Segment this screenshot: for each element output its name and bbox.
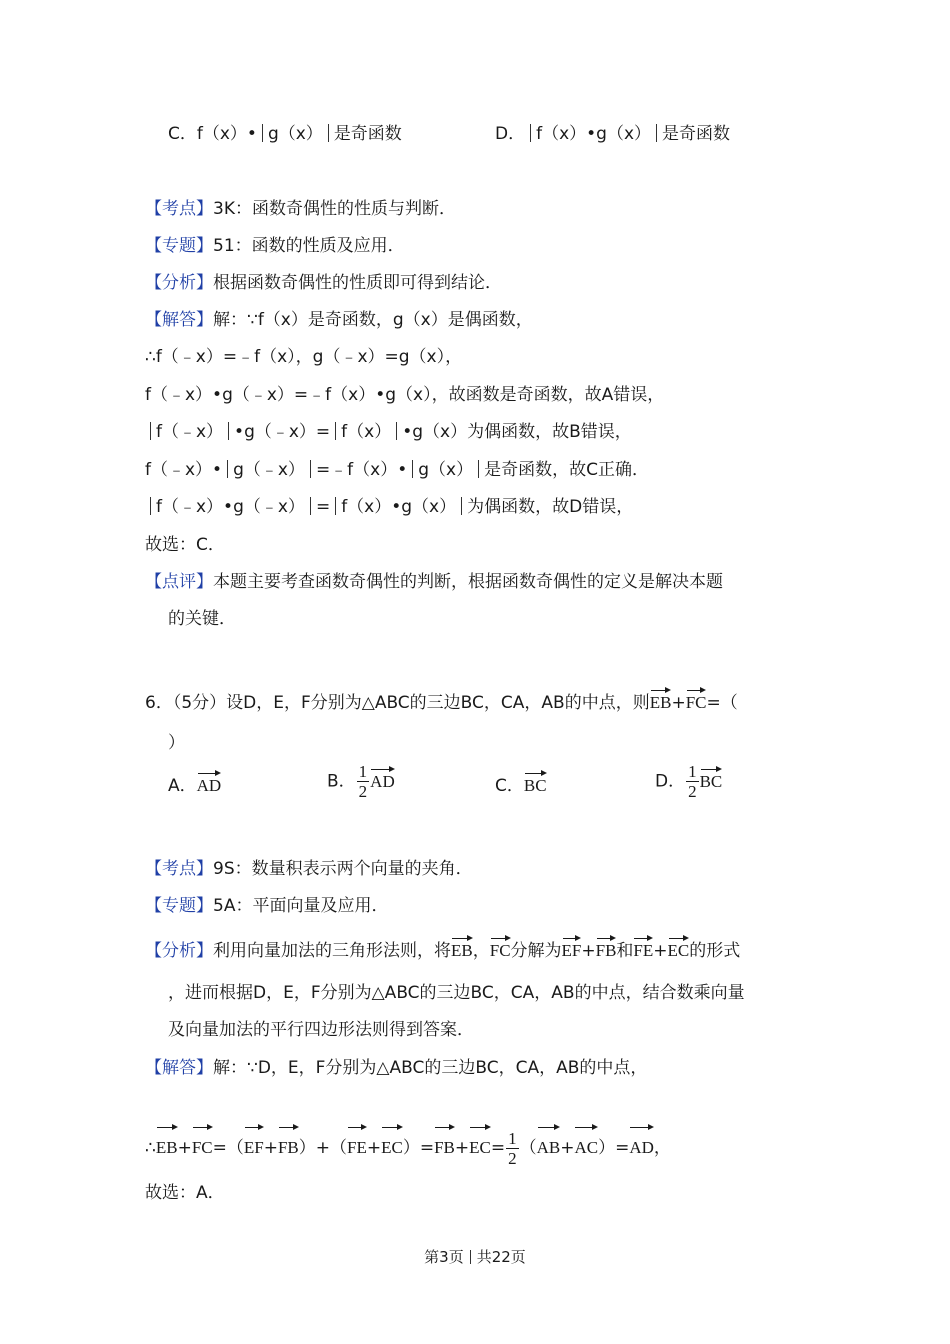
fraction-denominator: 2 (358, 782, 368, 801)
option-text: 是奇函数 (333, 124, 402, 144)
q5-solution-line-4 (145, 458, 649, 482)
vector-ad: AD (197, 772, 222, 798)
math-text: =（ (212, 1138, 244, 1158)
q6-zhuanti (145, 894, 388, 918)
math-text: ∴ (145, 1138, 156, 1158)
option-label: C． (495, 776, 524, 796)
section-tag: 【解答】 (145, 310, 213, 330)
option-text: f（x）•g（x） (536, 124, 652, 144)
section-text: 5A：平面向量及应用． (213, 896, 389, 916)
option-text: g（x） (267, 124, 323, 144)
section-text: 51：函数的性质及应用． (213, 236, 405, 256)
abs-bar (335, 497, 336, 515)
vector-ad: AD (629, 1126, 654, 1168)
q5-option-d (495, 122, 730, 146)
abs-bar (310, 460, 311, 478)
math-text: + (177, 1138, 192, 1158)
abs-bar (310, 497, 311, 515)
q5-dianping-cont: 的关键． (168, 609, 236, 629)
math-text: g（x） (418, 460, 474, 480)
abs-bar (530, 124, 531, 142)
section-tag: 【点评】 (145, 572, 213, 592)
section-text: 和 (616, 941, 634, 961)
vector-eb: EB (156, 1126, 178, 1168)
footer-separator (470, 1250, 471, 1264)
q6-calculation (145, 1126, 671, 1168)
vector-bc: BC (700, 768, 723, 794)
section-text: 利用向量加法的三角形法则，将 (213, 941, 451, 961)
q5-kaodian (145, 197, 456, 221)
q6-fenxi-line-2: ，进而根据D，E，F分别为△ABC的三边BC，CA，AB的中点，结合数乘向量 (168, 983, 745, 1003)
math-text: + (653, 941, 668, 961)
q5-solution-line-1: ∴f（﹣x）=﹣f（x），g（﹣x）=g（x）， (145, 347, 463, 367)
section-tag: 【考点】 (145, 859, 213, 879)
page-number: 第3页 (424, 1248, 464, 1266)
math-text: f（x）•g（x） (341, 497, 457, 517)
math-text: f（﹣x）•g（﹣x） (156, 497, 305, 517)
math-text: f（﹣x）• (145, 460, 223, 480)
q6-jieda (145, 1056, 647, 1080)
vector-ac: AC (574, 1126, 598, 1168)
abs-bar (228, 422, 229, 440)
vector-eb: EB (650, 689, 672, 715)
math-text: ）+（ (298, 1138, 347, 1158)
q5-dianping (145, 570, 723, 594)
math-text: ）= (598, 1138, 630, 1158)
math-text: •g（x）为偶函数，故B错误， (402, 422, 632, 442)
math-text: ）= (402, 1138, 435, 1158)
abs-bar (478, 460, 479, 478)
math-text: =﹣f（x）• (315, 460, 408, 480)
option-label: A． (168, 776, 197, 796)
section-text: 根据函数奇偶性的性质即可得到结论． (213, 273, 502, 293)
question-text: 6．（5分）设D，E，F分别为△ABC的三边BC，CA，AB的中点，则 (145, 693, 650, 713)
q5-jieda (145, 308, 533, 332)
q6-stem-close: ） (168, 733, 185, 753)
math-text: + (581, 941, 596, 961)
abs-bar (150, 497, 151, 515)
math-text: + (454, 1138, 470, 1158)
section-text: 本题主要考查函数奇偶性的判断，根据函数奇偶性的定义是解决本题 (213, 572, 723, 592)
math-text: f（x） (341, 422, 392, 442)
section-text: 的形式 (689, 941, 741, 961)
section-tag: 【分析】 (145, 941, 213, 961)
vector-ab: AB (537, 1126, 561, 1168)
page-total: 共22页 (476, 1248, 526, 1266)
vector-ec: EC (381, 1126, 403, 1168)
q6-kaodian (145, 857, 473, 881)
math-text: + (366, 1138, 382, 1158)
math-text: f（﹣x） (156, 422, 224, 442)
vector-fc: FC (686, 689, 707, 715)
fraction-denominator: 2 (508, 1148, 517, 1168)
q6-option-d (655, 762, 722, 801)
vector-fb: FB (278, 1126, 299, 1168)
section-text: ， (472, 941, 490, 961)
vector-fb: FB (596, 937, 617, 963)
vector-ec: EC (668, 937, 690, 963)
vector-fb: FB (434, 1126, 455, 1168)
q6-fenxi-line-3: 及向量加法的平行四边形法则得到答案． (168, 1020, 474, 1040)
question-text: =（ (706, 693, 738, 713)
abs-bar (656, 124, 657, 142)
q5-zhuanti (145, 234, 405, 258)
section-text: 3K：函数奇偶性的性质与判断． (213, 199, 456, 219)
q5-solution-line-5 (145, 495, 633, 519)
math-text: + (671, 693, 686, 713)
abs-bar (262, 124, 263, 142)
fraction-numerator: 1 (508, 1128, 517, 1148)
option-text: f（x）• (196, 124, 257, 144)
abs-bar (227, 460, 228, 478)
q6-option-c (495, 772, 547, 798)
option-label: C． (168, 124, 197, 144)
section-tag: 【专题】 (145, 236, 213, 256)
section-tag: 【专题】 (145, 896, 213, 916)
vector-fc: FC (490, 937, 511, 963)
math-text: 为偶函数，故D错误， (467, 497, 634, 517)
vector-fe: FE (633, 937, 653, 963)
math-text: g（﹣x） (233, 460, 305, 480)
q5-solution-line-2: f（﹣x）•g（﹣x）=﹣f（x）•g（x），故函数是奇函数，故A错误， (145, 385, 665, 405)
q5-option-c (168, 122, 402, 146)
vector-bc: BC (524, 772, 547, 798)
section-tag: 【解答】 (145, 1058, 213, 1078)
math-text: = (490, 1138, 506, 1158)
option-label: D． (495, 124, 526, 144)
abs-bar (150, 422, 151, 440)
q6-stem (145, 689, 738, 715)
vector-ec: EC (469, 1126, 491, 1168)
q5-solution-line-3 (145, 420, 632, 444)
page-footer (0, 1246, 950, 1267)
math-text: = (315, 497, 331, 517)
fraction-numerator: 1 (358, 762, 368, 781)
abs-bar (335, 422, 336, 440)
vector-eb: EB (451, 937, 473, 963)
math-text: + (263, 1138, 278, 1158)
math-text: ， (653, 1138, 671, 1158)
abs-bar (461, 497, 462, 515)
fraction-half (686, 762, 699, 801)
q5-fenxi (145, 271, 502, 295)
vector-fc: FC (192, 1126, 213, 1168)
abs-bar (328, 124, 329, 142)
fraction-half (357, 762, 370, 801)
section-tag: 【分析】 (145, 273, 213, 293)
math-text: （ (519, 1138, 537, 1158)
option-text: 是奇函数 (662, 124, 731, 144)
q6-option-b (327, 762, 395, 801)
math-text: 是奇函数，故C正确． (484, 460, 649, 480)
option-label: B． (327, 771, 356, 792)
fraction-denominator: 2 (688, 782, 697, 801)
abs-bar (412, 460, 413, 478)
abs-bar (396, 422, 397, 440)
fraction-numerator: 1 (688, 762, 697, 781)
fraction-half (506, 1129, 519, 1168)
vector-ad: AD (370, 768, 395, 794)
q6-fenxi (145, 937, 740, 963)
q6-option-a (168, 772, 221, 798)
option-label: D． (655, 771, 686, 792)
section-text: 解：∵f（x）是奇函数，g（x）是偶函数， (213, 310, 533, 330)
section-text: 分解为 (510, 941, 562, 961)
q5-choice: 故选：C． (145, 535, 225, 555)
math-text: + (560, 1138, 575, 1158)
section-tag: 【考点】 (145, 199, 213, 219)
vector-ef: EF (244, 1126, 264, 1168)
vector-fe: FE (347, 1126, 367, 1168)
section-text: 9S：数量积表示两个向量的夹角． (213, 859, 473, 879)
section-text: 解：∵D，E，F分别为△ABC的三边BC，CA，AB的中点， (213, 1058, 648, 1078)
math-text: •g（﹣x）= (234, 422, 331, 442)
q6-choice: 故选：A． (145, 1183, 225, 1203)
vector-ef: EF (562, 937, 582, 963)
